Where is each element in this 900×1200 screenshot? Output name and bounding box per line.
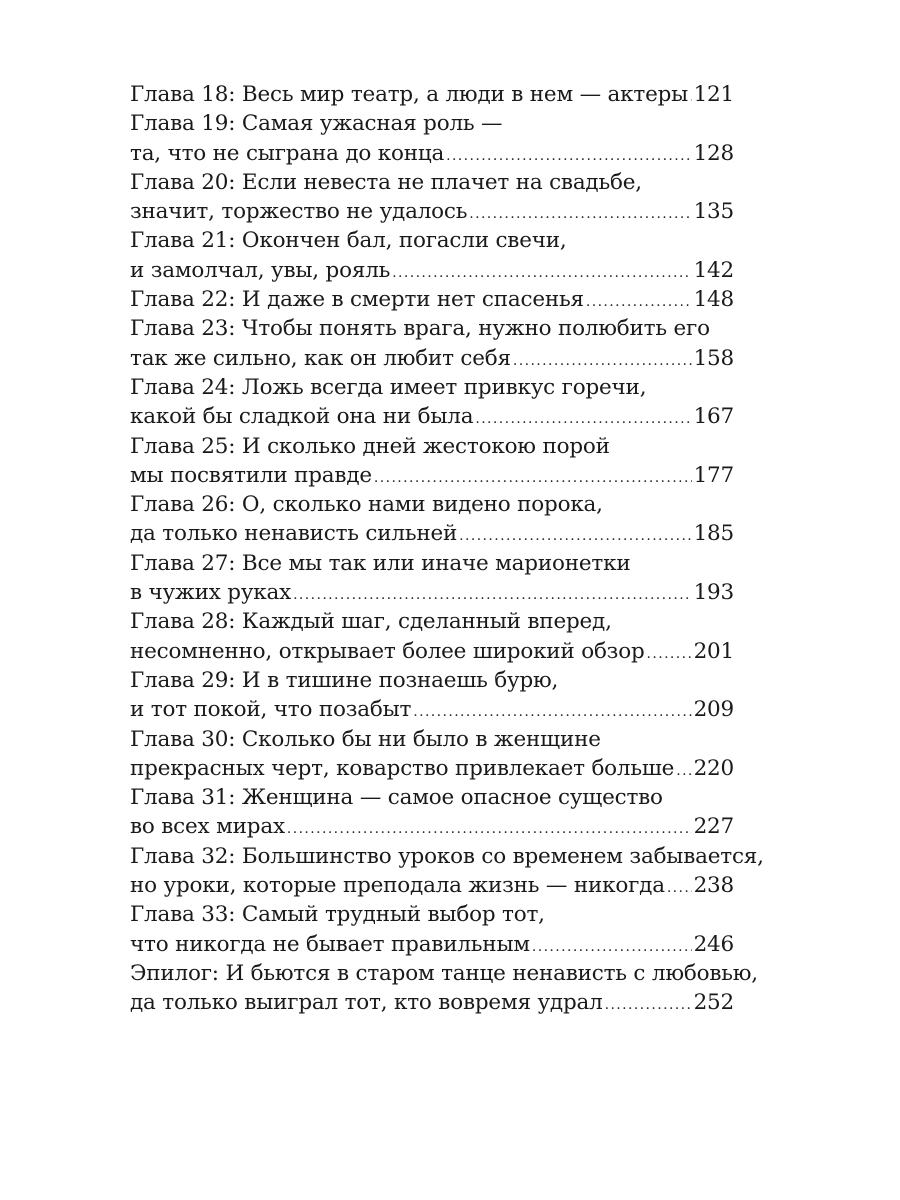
toc-page-number: 227 [693,814,734,840]
toc-entry[interactable] [130,314,734,373]
toc-entry-last-line [130,754,734,783]
toc-entry-title-line: Глава 25: И сколько дней жестокою порой [130,433,610,459]
toc-list [130,80,764,1018]
toc-entry[interactable] [130,373,734,432]
toc-page-number: 209 [693,697,734,723]
toc-entry-title-line: Глава 30: Сколько бы ни было в женщине [130,726,601,752]
toc-entry-title-line: мы посвятили правде [130,462,372,488]
toc-entry-title-line: Глава 32: Большинство уроков со временем забывается, [130,843,764,869]
toc-entry-title-line: и тот покой, что позабыт [130,697,412,723]
toc-entry-last-line [130,344,734,373]
toc-entry-title-line: но уроки, которые преподала жизнь — никогда [130,873,665,899]
toc-entry-title-line: Глава 24: Ложь всегда имеет привкус горечи, [130,374,647,400]
dot-leader [605,991,692,1020]
toc-entry[interactable] [130,725,734,784]
toc-entry-last-line [130,285,734,314]
toc-entry-title-line: Глава 23: Чтобы понять врага, нужно полюбить его [130,316,710,342]
toc-entry[interactable] [130,549,734,608]
table-of-contents [130,80,764,1018]
toc-entry-last-line [130,519,734,548]
toc-entry-title-line: Глава 20: Если невеста не плачет на свадьбе, [130,169,642,195]
toc-entry[interactable] [130,109,734,168]
dot-leader [532,933,692,962]
toc-page-number: 128 [693,140,734,166]
toc-entry-title-line: что никогда не бывает правильным [130,931,530,957]
toc-page-number: 121 [693,82,734,107]
toc-entry-last-line [130,871,734,900]
toc-entry-title-line: Глава 22: И даже в смерти нет спасенья [130,287,584,313]
dot-leader [647,640,692,669]
dot-leader [459,522,691,551]
toc-entry[interactable] [130,432,734,491]
toc-entry-title-line: и замолчал, увы, рояль [130,257,391,283]
toc-page-number: 148 [693,287,734,313]
toc-page-number: 158 [693,345,734,371]
toc-entry-last-line [130,578,734,607]
toc-entry-title-line: несомненно, открывает более широкий обзор [130,638,645,664]
dot-leader [690,83,691,112]
toc-entry-title-line: прекрасных черт, коварство привлекает больше [130,755,675,781]
toc-page-number: 246 [693,931,734,957]
toc-entry-last-line [130,139,734,168]
toc-page-number: 135 [693,199,734,225]
toc-entry-title-line: Эпилог: И бьются в старом танце ненависть с любовью, [130,960,758,986]
toc-entry-last-line [130,402,734,431]
toc-entry-last-line [130,256,734,285]
toc-entry-title-line: Глава 29: И в тишине познаешь бурю, [130,667,559,693]
toc-page-number: 193 [693,580,734,606]
toc-entry-title-line: Глава 21: Окончен бал, погасли свечи, [130,228,567,254]
dot-leader [667,874,692,903]
dot-leader [513,347,692,376]
toc-entry[interactable] [130,666,734,725]
toc-page-number: 238 [693,873,734,899]
toc-entry-title-line: Глава 33: Самый трудный выбор тот, [130,902,545,928]
toc-page-number: 167 [693,404,734,430]
toc-entry-title-line: Глава 28: Каждый шаг, сделанный вперед, [130,609,612,635]
toc-entry[interactable] [130,226,734,285]
toc-entry-title-line: Глава 18: Весь мир театр, а люди в нем — актеры [130,82,689,107]
toc-entry-last-line [130,461,734,490]
toc-page-number: 252 [693,990,734,1016]
toc-entry-last-line [130,80,734,109]
toc-entry[interactable] [130,783,734,842]
toc-entry[interactable] [130,285,734,314]
toc-entry-title-line: Глава 26: О, сколько нами видено порока, [130,492,603,518]
dot-leader [475,405,691,434]
toc-page-number: 185 [693,521,734,547]
toc-entry-title-line: во всех мирах [130,814,285,840]
toc-page-number: 142 [693,257,734,283]
dot-leader [446,142,691,171]
toc-entry-title-line: да только выиграл тот, кто вовремя удрал [130,990,603,1016]
dot-leader [676,757,691,786]
dot-leader [293,581,691,610]
toc-entry-last-line [130,197,734,226]
toc-entry[interactable] [130,490,734,549]
toc-page-number: 177 [693,462,734,488]
toc-entry-last-line [130,988,734,1017]
toc-entry[interactable] [130,607,734,666]
dot-leader [374,464,692,493]
toc-page-number: 220 [693,755,734,781]
toc-entry-title-line: какой бы сладкой она ни была [130,404,474,430]
toc-entry-title-line: Глава 19: Самая ужасная роль — [130,111,503,137]
toc-entry-last-line [130,930,734,959]
toc-entry-title-line: так же сильно, как он любит себя [130,345,511,371]
toc-entry-title-line: та, что не сыграна до конца [130,140,445,166]
toc-entry-title-line: значит, торжество не удалось [130,199,468,225]
dot-leader [392,259,691,288]
toc-entry[interactable] [130,900,734,959]
toc-entry[interactable] [130,842,764,901]
toc-page-number: 201 [693,638,734,664]
toc-entry-title-line: Глава 27: Все мы так или иначе марионетки [130,550,631,576]
toc-entry-last-line [130,812,734,841]
dot-leader [413,698,691,727]
dot-leader [586,288,692,317]
dot-leader [287,815,692,844]
dot-leader [469,200,691,229]
toc-entry[interactable] [130,959,758,1018]
toc-entry-last-line [130,695,734,724]
toc-entry-title-line: в чужих руках [130,580,292,606]
toc-entry-title-line: да только ненависть сильней [130,521,458,547]
toc-entry[interactable] [130,168,734,227]
toc-entry-last-line [130,637,734,666]
toc-entry[interactable] [130,80,734,109]
toc-entry-title-line: Глава 31: Женщина — самое опасное существо [130,785,663,811]
